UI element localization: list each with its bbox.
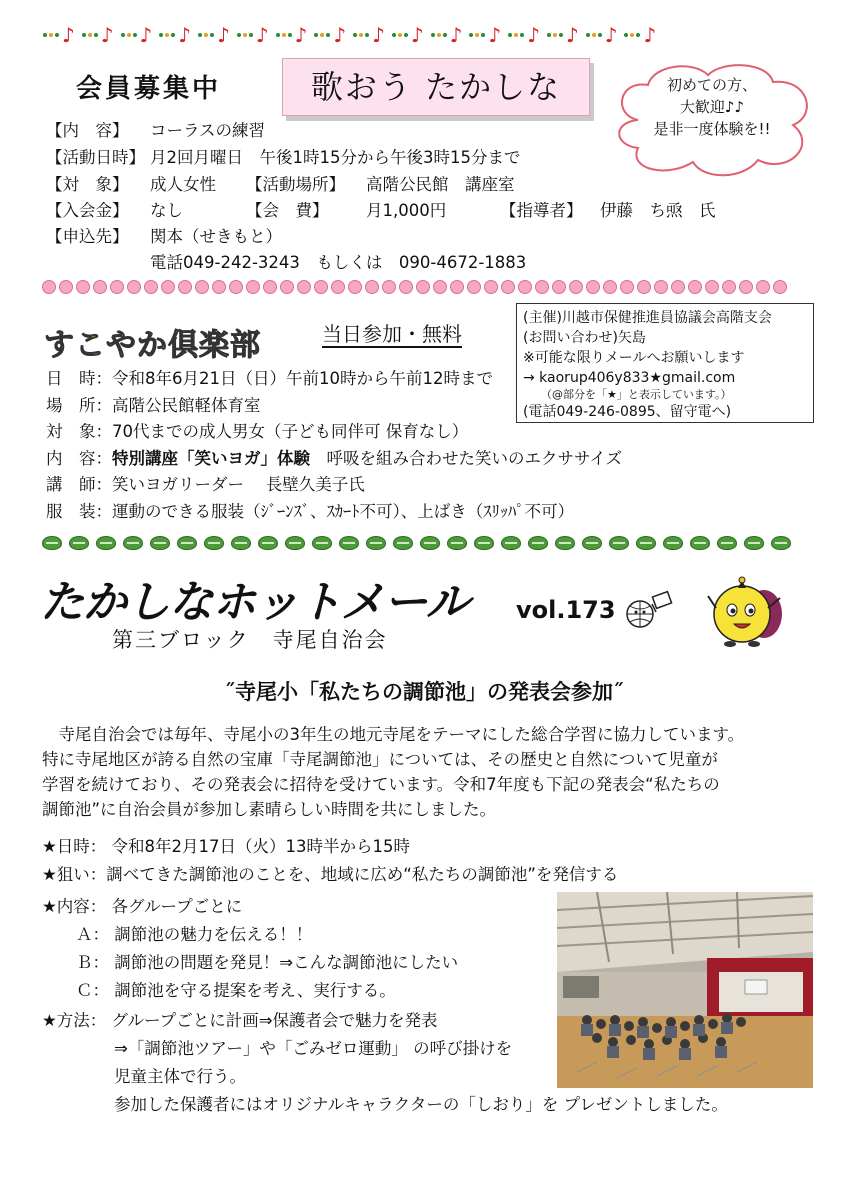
flower-icon — [195, 280, 209, 294]
wellness-row-label: 服 装： — [46, 501, 112, 521]
flower-icon — [144, 280, 158, 294]
flower-icon — [212, 280, 226, 294]
leaf-icon — [636, 536, 656, 550]
wellness-title: すこやか倶楽部 — [44, 328, 261, 363]
leaf-icon — [123, 536, 143, 550]
leaf-icon — [204, 536, 224, 550]
event-method: ★方法： グループごとに計画⇒保護者会で魅力を発表 — [42, 1011, 438, 1030]
body-line-1: 寺尾自治会では毎年、寺尾小の3年生の地元寺尾をテーマにした総合学習に協力しています。 — [42, 725, 745, 744]
wellness-row-value: 笑いヨガリーダー 長壁久美子氏 — [112, 475, 365, 494]
event-method-3: 児童主体で行う。 — [114, 1067, 246, 1086]
flower-icon — [501, 280, 515, 294]
event-method-2: ⇒「調節池ツアー」や「ごみゼロ運動」 の呼び掛けを — [114, 1039, 513, 1058]
flower-icon — [637, 280, 651, 294]
flower-icon — [773, 280, 787, 294]
leaf-icon — [501, 536, 521, 550]
music-note-icon: ♪ — [391, 25, 424, 45]
info-email-note: ※可能な限りメールへお願いします — [523, 350, 745, 366]
music-note-icon: ♪ — [120, 25, 153, 45]
content-item-c: Ｃ： 調節池を守る提案を考え、実行する。 — [76, 981, 396, 1000]
leaf-icon — [366, 536, 386, 550]
flower-icon — [263, 280, 277, 294]
chorus-place-value: 高階公民館 講座室 — [366, 175, 515, 194]
cloud-line-2: 大歓迎♪♪ — [679, 98, 745, 116]
leaf-icon — [771, 536, 791, 550]
chorus-dues-label: 【会 費】 — [246, 201, 329, 220]
music-note-icon: ♪ — [236, 25, 269, 45]
wellness-details — [46, 366, 622, 525]
leaf-icon — [663, 536, 683, 550]
wellness-row-value: 高階公民館軽体育室 — [112, 395, 261, 415]
wellness-row-detail: 呼吸を組み合わせた笑いのエクササイズ — [310, 448, 623, 468]
info-contact: (お問い合わせ)矢島 — [523, 330, 646, 346]
flower-icon — [178, 280, 192, 294]
flower-icon — [450, 280, 464, 294]
wellness-row-label: 日 時： — [46, 369, 112, 388]
leaf-icon — [555, 536, 575, 550]
article-body — [42, 722, 744, 822]
chorus-target-value: 成人女性 — [150, 175, 216, 194]
mascot-character-icon — [706, 574, 788, 648]
music-note-icon: ♪ — [158, 25, 191, 45]
chorus-apply-label: 【申込先】 — [46, 227, 129, 246]
music-note-icon: ♪ — [430, 25, 463, 45]
flower-icon — [620, 280, 634, 294]
flower-icon — [586, 280, 600, 294]
flower-icon — [569, 280, 583, 294]
wellness-row — [46, 419, 622, 446]
leaf-icon — [582, 536, 602, 550]
music-note-icon: ♪ — [275, 25, 308, 45]
chorus-dues-value: 月1,000円 — [366, 201, 447, 220]
leaf-icon — [150, 536, 170, 550]
chorus-phone: 電話049-242-3243 もしくは 090-4672-1883 — [150, 253, 527, 272]
music-note-icon: ♪ — [585, 25, 618, 45]
flower-icon — [399, 280, 413, 294]
flower-icon — [314, 280, 328, 294]
event-content: ★内容： 各グループごとに — [42, 897, 243, 916]
body-line-4: 調節池”に自治会員が参加し素晴らしい時間を共にしました。 — [42, 800, 497, 819]
flower-icon — [739, 280, 753, 294]
chorus-content-label: 【内 容】 — [46, 121, 129, 140]
flower-icon — [484, 280, 498, 294]
globe-mail-icon — [622, 590, 676, 636]
body-line-3: 学習を続けており、その発表会に招待を受けています。令和7年度も下記の発表会“私たちの — [42, 775, 720, 794]
music-note-border — [42, 22, 812, 48]
flower-icon — [246, 280, 260, 294]
wellness-row — [46, 472, 622, 499]
flower-icon — [433, 280, 447, 294]
music-note-icon: ♪ — [42, 25, 75, 45]
leaf-icon — [312, 536, 332, 550]
flower-icon — [348, 280, 362, 294]
closing-line: 参加した保護者にはオリジナルキャラクターの「しおり」を プレゼントしました。 — [114, 1095, 728, 1114]
flower-icon — [756, 280, 770, 294]
volume-number: vol.173 — [516, 596, 616, 624]
flower-icon — [722, 280, 736, 294]
leaf-icon — [339, 536, 359, 550]
content-item-b: Ｂ： 調節池の問題を発見！⇒こんな調節池にしたい — [76, 953, 459, 972]
flower-icon — [127, 280, 141, 294]
flower-icon — [467, 280, 481, 294]
wellness-row — [46, 446, 622, 473]
wellness-row-value: 令和8年6月21日（日）午前10時から午前12時まで — [112, 369, 493, 388]
chorus-target-label: 【対 象】 — [46, 175, 129, 194]
leaf-border — [42, 536, 812, 556]
same-day-free-label: 当日参加・無料 — [322, 322, 462, 346]
chorus-content-value: コーラスの練習 — [150, 121, 266, 140]
chorus-place-label: 【活動場所】 — [246, 175, 345, 194]
body-line-2: 特に寺尾地区が誇る自然の宝庫「寺尾調節池」については、その歴史と自然について児童が — [42, 750, 718, 769]
music-note-icon: ♪ — [197, 25, 230, 45]
leaf-icon — [96, 536, 116, 550]
cloud-text — [612, 74, 812, 140]
leaf-icon — [69, 536, 89, 550]
flower-icon — [365, 280, 379, 294]
flower-icon — [654, 280, 668, 294]
event-date: ★日時： 令和8年2月17日（火）13時半から15時 — [42, 837, 411, 856]
cloud-line-3: 是非一度体験を!! — [653, 120, 771, 138]
flower-icon — [382, 280, 396, 294]
leaf-icon — [177, 536, 197, 550]
wellness-row-label: 内 容： — [46, 448, 112, 468]
info-phone: (電話049-246-0895、留守電へ) — [523, 404, 732, 420]
wellness-row — [46, 499, 622, 526]
leaf-icon — [528, 536, 548, 550]
chorus-schedule-value: 月2回月曜日 午後1時15分から午後3時15分まで — [150, 148, 521, 167]
leaf-icon — [420, 536, 440, 550]
content-item-a: Ａ： 調節池の魅力を伝える！！ — [76, 925, 313, 944]
chorus-apply-value: 関本（せきもと） — [150, 227, 282, 246]
music-note-icon: ♪ — [468, 25, 501, 45]
wellness-row-highlight: 特別講座「笑いヨガ」体験 — [112, 448, 310, 468]
wellness-row-label: 場 所： — [46, 395, 112, 415]
wellness-row-label: 講 師： — [46, 475, 112, 494]
wellness-row-value: 運動のできる服装（ｼﾞｰﾝｽﾞ、ｽｶｰﾄ不可）、上ばき（ｽﾘｯﾊﾟ不可） — [112, 501, 574, 521]
flower-icon — [297, 280, 311, 294]
cloud-line-1: 初めての方、 — [666, 76, 757, 94]
chorus-title-box — [282, 58, 590, 116]
info-at-note: （@部分を「★」と表示しています。） — [541, 388, 732, 401]
flower-icon — [518, 280, 532, 294]
hotmail-title: たかしなホットメール — [40, 577, 469, 628]
flower-icon — [59, 280, 73, 294]
flower-icon — [705, 280, 719, 294]
leaf-icon — [474, 536, 494, 550]
chorus-instructor-value: 伊藤 ち焏 氏 — [600, 201, 716, 220]
leaf-icon — [231, 536, 251, 550]
flower-icon — [76, 280, 90, 294]
leaf-icon — [258, 536, 278, 550]
flower-icon — [416, 280, 430, 294]
leaf-icon — [42, 536, 62, 550]
wellness-row-label: 対 象： — [46, 422, 112, 441]
flower-icon — [671, 280, 685, 294]
flower-icon — [535, 280, 549, 294]
recruit-label: 会員募集中 — [76, 74, 222, 104]
leaf-icon — [447, 536, 467, 550]
wellness-row — [46, 366, 622, 393]
chorus-title: 歌おう たかしな — [310, 68, 562, 106]
wellness-row-value: 70代までの成人男女（子ども同伴可 保育なし） — [112, 422, 469, 441]
leaf-icon — [393, 536, 413, 550]
leaf-icon — [744, 536, 764, 550]
flower-icon — [280, 280, 294, 294]
music-note-icon: ♪ — [507, 25, 540, 45]
flower-icon — [331, 280, 345, 294]
block-name: 第三ブロック 寺尾自治会 — [112, 628, 388, 652]
chorus-schedule-label: 【活動日時】 — [46, 148, 145, 167]
event-aim: ★狙い：調べてきた調節池のことを、地域に広め“私たちの調節池”を発信する — [42, 865, 619, 884]
article-headline: ˝寺尾小「私たちの調節池」の発表会参加˝ — [224, 680, 624, 704]
info-organizer: (主催)川越市保健推進員協議会高階支会 — [523, 310, 772, 326]
flower-icon — [552, 280, 566, 294]
flower-icon — [161, 280, 175, 294]
flower-icon — [603, 280, 617, 294]
flower-icon — [110, 280, 124, 294]
chorus-fee-value: なし — [150, 201, 183, 220]
flower-icon — [229, 280, 243, 294]
music-note-icon: ♪ — [81, 25, 114, 45]
info-email: → kaorup406y833★gmail.com — [523, 370, 736, 386]
flower-icon — [93, 280, 107, 294]
leaf-icon — [690, 536, 710, 550]
music-note-icon: ♪ — [546, 25, 579, 45]
leaf-icon — [609, 536, 629, 550]
flower-icon — [42, 280, 56, 294]
flower-border — [42, 280, 812, 298]
leaf-icon — [717, 536, 737, 550]
music-note-icon: ♪ — [313, 25, 346, 45]
chorus-fee-label: 【入会金】 — [46, 201, 129, 220]
wellness-row — [46, 393, 622, 420]
music-note-icon: ♪ — [623, 25, 656, 45]
gym-photo — [557, 892, 813, 1088]
flower-icon — [688, 280, 702, 294]
music-note-icon: ♪ — [352, 25, 385, 45]
leaf-icon — [285, 536, 305, 550]
chorus-instructor-label: 【指導者】 — [500, 201, 583, 220]
